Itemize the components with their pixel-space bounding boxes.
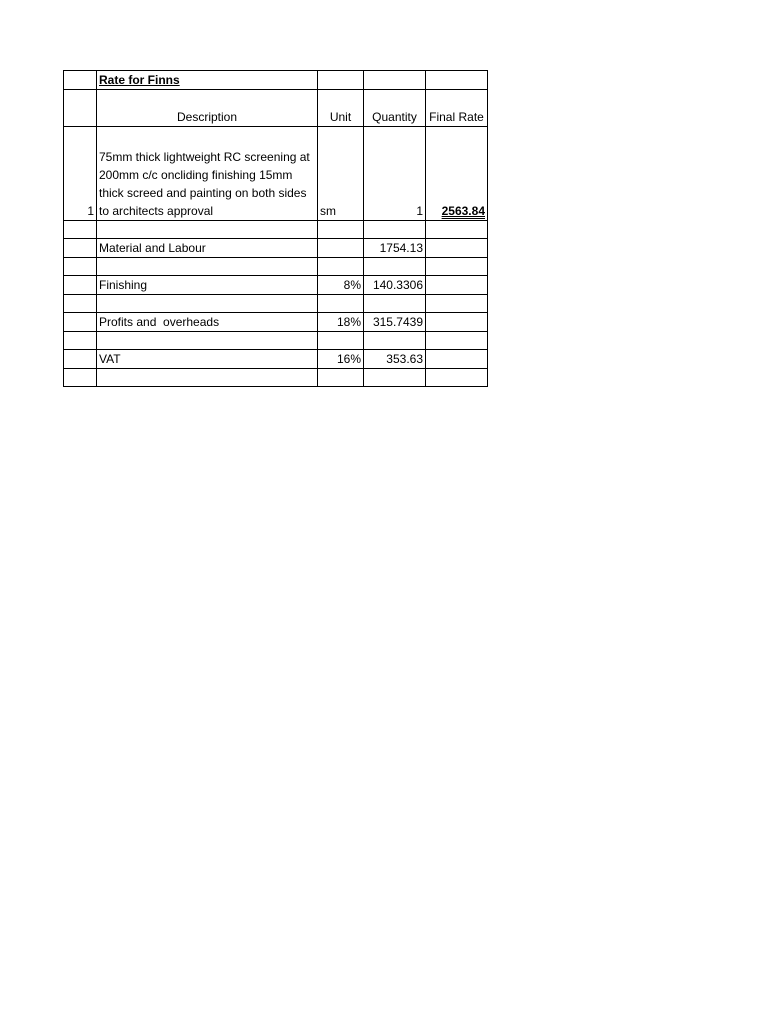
item-final-rate-cell[interactable]	[426, 127, 488, 221]
header-unit[interactable]: Unit	[318, 90, 364, 127]
blank-row	[64, 258, 488, 276]
cell[interactable]	[97, 295, 318, 313]
breakdown-percent[interactable]: 16%	[318, 350, 364, 369]
cell[interactable]	[97, 258, 318, 276]
cell[interactable]	[64, 313, 97, 332]
header-number-cell[interactable]	[64, 90, 97, 127]
cell[interactable]	[64, 350, 97, 369]
title-row	[64, 71, 488, 90]
blank-row	[64, 221, 488, 239]
cell[interactable]	[318, 295, 364, 313]
cell[interactable]	[426, 295, 488, 313]
cell[interactable]	[426, 221, 488, 239]
breakdown-value[interactable]: 353.63	[364, 350, 426, 369]
breakdown-row-profits-overheads	[64, 313, 488, 332]
item-unit[interactable]: sm	[318, 127, 364, 221]
item-quantity[interactable]: 1	[364, 127, 426, 221]
cell[interactable]	[426, 332, 488, 350]
cell[interactable]	[318, 221, 364, 239]
cell[interactable]	[318, 258, 364, 276]
breakdown-value[interactable]: 1754.13	[364, 239, 426, 258]
cell[interactable]	[426, 313, 488, 332]
blank-row	[64, 295, 488, 313]
blank-row	[64, 369, 488, 387]
cell[interactable]	[426, 239, 488, 258]
cell[interactable]	[97, 332, 318, 350]
sheet-title-cell[interactable]	[97, 71, 318, 90]
item-row	[64, 127, 488, 221]
header-quantity[interactable]: Quantity	[364, 90, 426, 127]
cell[interactable]	[64, 239, 97, 258]
breakdown-value[interactable]: 315.7439	[364, 313, 426, 332]
breakdown-label[interactable]: Material and Labour	[97, 239, 318, 258]
cell[interactable]	[364, 71, 426, 90]
cell[interactable]	[426, 258, 488, 276]
cell[interactable]	[64, 295, 97, 313]
item-final-rate: 2563.84	[441, 204, 485, 218]
breakdown-label[interactable]: Finishing	[97, 276, 318, 295]
cell[interactable]	[426, 350, 488, 369]
cell[interactable]	[364, 332, 426, 350]
sheet-title: Rate for Finns	[99, 73, 180, 87]
header-final-rate[interactable]: Final Rate	[426, 90, 488, 127]
cell[interactable]	[364, 221, 426, 239]
breakdown-label[interactable]: Profits and overheads	[97, 313, 318, 332]
item-description[interactable]: 75mm thick lightweight RC screening at 200mm c/c oncliding finishing 15mm thick screed and painting on both sides to architects approval	[97, 127, 318, 221]
blank-row	[64, 332, 488, 350]
cell[interactable]	[64, 369, 97, 387]
cell[interactable]	[64, 221, 97, 239]
header-description[interactable]: Description	[97, 90, 318, 127]
breakdown-row-vat	[64, 350, 488, 369]
cell[interactable]	[64, 71, 97, 90]
breakdown-percent[interactable]	[318, 239, 364, 258]
breakdown-row-finishing	[64, 276, 488, 295]
cell[interactable]	[318, 71, 364, 90]
cell[interactable]	[64, 258, 97, 276]
cell[interactable]	[364, 369, 426, 387]
breakdown-value[interactable]: 140.3306	[364, 276, 426, 295]
breakdown-row-material-labour	[64, 239, 488, 258]
cell[interactable]	[364, 295, 426, 313]
cell[interactable]	[364, 258, 426, 276]
breakdown-percent[interactable]: 8%	[318, 276, 364, 295]
cell[interactable]	[97, 221, 318, 239]
rate-table	[63, 70, 488, 387]
cell[interactable]	[64, 332, 97, 350]
breakdown-percent[interactable]: 18%	[318, 313, 364, 332]
cell[interactable]	[318, 369, 364, 387]
cell[interactable]	[426, 276, 488, 295]
cell[interactable]	[426, 369, 488, 387]
cell[interactable]	[318, 332, 364, 350]
header-row	[64, 90, 488, 127]
cell[interactable]	[97, 369, 318, 387]
item-number[interactable]: 1	[64, 127, 97, 221]
cell[interactable]	[426, 71, 488, 90]
cell[interactable]	[64, 276, 97, 295]
breakdown-label[interactable]: VAT	[97, 350, 318, 369]
